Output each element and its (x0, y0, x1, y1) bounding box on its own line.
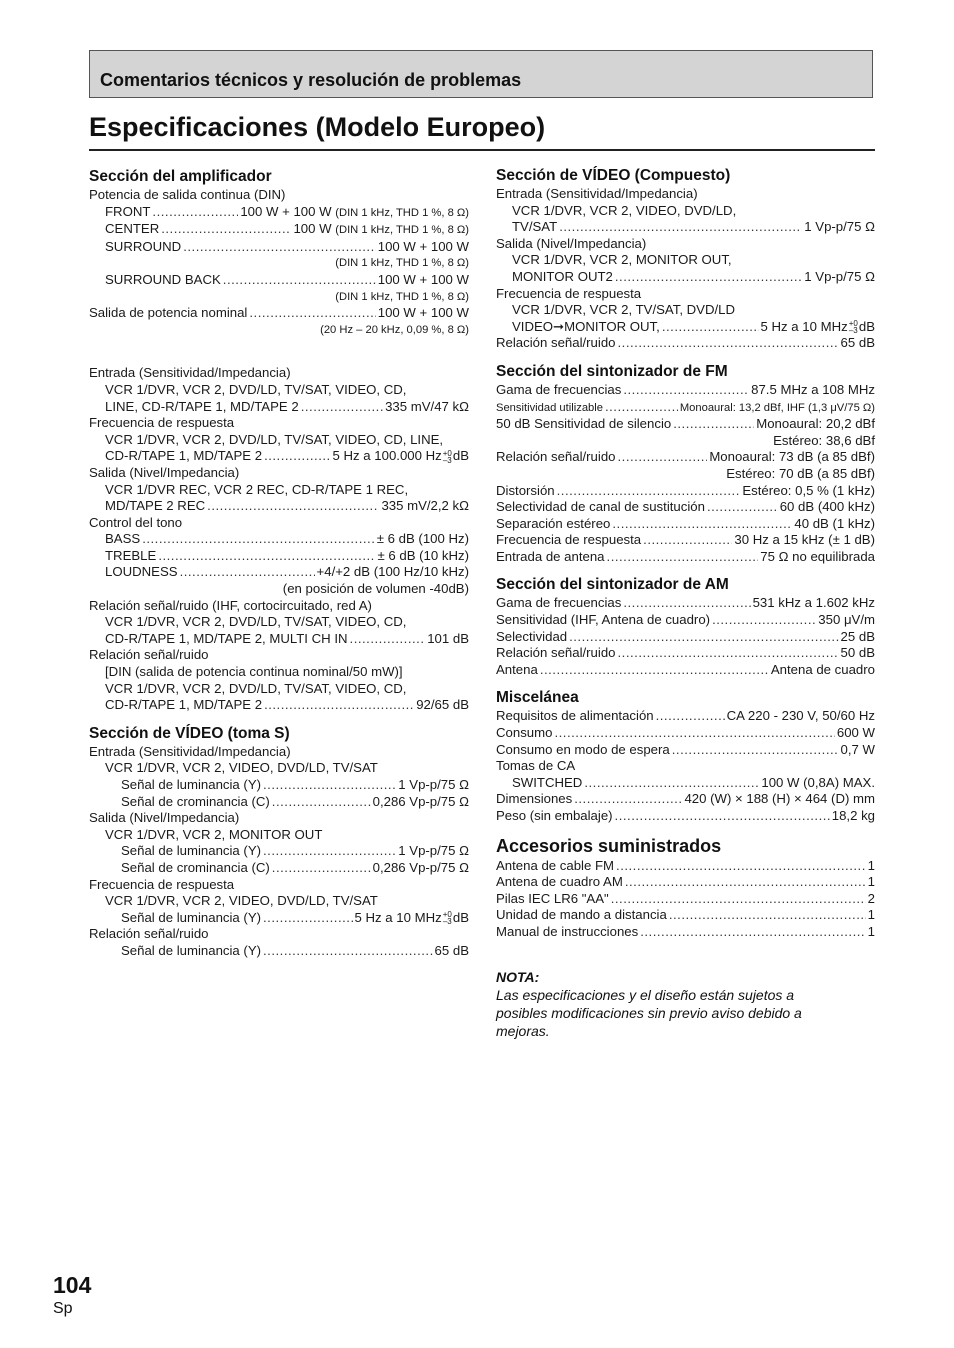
freq-sources: VCR 1/DVR, VCR 2, DVD/LD, TV/SAT, VIDEO, CD, LINE, (105, 431, 444, 447)
snr2-cond: [DIN (salida de potencia continua nominal/50 mW)] (105, 664, 403, 680)
spec-surround-back-cond: (DIN 1 kHz, THD 1 %, 8 Ω) (335, 290, 469, 303)
spec-bass: BASS ..... ± 6 dB (100 Hz) (89, 531, 469, 548)
spec-fm-dist: Distorsión ..... Estéreo: 0,5 % (1 kHz) (496, 483, 875, 500)
spec-output: MD/TAPE 2 REC ..... 335 mV/2,2 kΩ (89, 498, 469, 515)
am-heading: Sección del sintonizador de AM (496, 576, 729, 594)
spec-am-range: Gama de frecuencias ..... 531 kHz a 1.602 kHz (496, 595, 875, 612)
spec-fm-ant: Entrada de antena ..... 75 Ω no equilibrada (496, 549, 875, 566)
vc-output-label: Salida (Nivel/Impedancia) (496, 235, 647, 251)
tone-label: Control del tono (89, 514, 183, 530)
spec-freq: CD-R/TAPE 1, MD/TAPE 2 ..... 5 Hz a 100.000 Hz+0 –3dB (89, 448, 469, 465)
spec-fm-freq: Frecuencia de respuesta ..... 30 Hz a 15 kHz (± 1 dB) (496, 532, 875, 549)
language-code: Sp (53, 1300, 73, 1317)
spec-vc-snr: Relación señal/ruido ..... 65 dB (496, 335, 875, 352)
spec-snr2: CD-R/TAPE 1, MD/TAPE 2 ..... 92/65 dB (89, 697, 469, 714)
spec-vc-output: MONITOR OUT2 ..... 1 Vp-p/75 Ω (496, 269, 875, 286)
video-s-output-label: Salida (Nivel/Impedancia) (89, 810, 240, 826)
spec-fm-usable: Sensitividad utilizable ..... Monoaural: 13,2 dBf, IHF (1,3 μV/75 Ω) (496, 399, 875, 417)
spec-vc-input: TV/SAT ..... 1 Vp-p/75 Ω (496, 219, 875, 236)
section-banner (89, 50, 873, 98)
left-column (89, 166, 469, 960)
video-s-output-sources: VCR 1/DVR, VCR 2, MONITOR OUT (105, 826, 323, 842)
misc-outlet-label: Tomas de CA (496, 758, 576, 774)
right-column (496, 165, 875, 1040)
spec-fm-snr: Relación señal/ruido ..... Monoaural: 73 dB (a 85 dBf) (496, 449, 875, 466)
video-s-freq-label: Frecuencia de respuesta (89, 876, 235, 892)
freq-label: Frecuencia de respuesta (89, 415, 235, 431)
spec-am-sel: Selectividad ..... 25 dB (496, 629, 875, 646)
amplifier-heading: Sección del amplificador (89, 168, 272, 185)
list-item: Antena de cable FM ..... 1 (496, 858, 875, 875)
banner-title: Comentarios técnicos y resolución de problemas (100, 70, 522, 90)
spec-misc-power: Requisitos de alimentación ..... CA 220 - 230 V, 50/60 Hz (496, 708, 875, 725)
input-sources: VCR 1/DVR, VCR 2, DVD/LD, TV/SAT, VIDEO, CD, (105, 381, 407, 397)
spec-vs-lum: Señal de luminancia (Y) ..... 1 Vp-p/75 Ω (89, 777, 469, 794)
video-s-snr-label: Relación señal/ruido (89, 926, 209, 942)
fm-heading: Sección del sintonizador de FM (496, 362, 728, 380)
video-comp-heading: Sección de VÍDEO (Compuesto) (496, 167, 731, 184)
spec-vc-freq: VIDEO➞MONITOR OUT, ..... 5 Hz a 10 MHz+0 –3dB (496, 319, 875, 336)
spec-input: LINE, CD-R/TAPE 1, MD/TAPE 2 ..... 335 mV/47 kΩ (89, 399, 469, 416)
spec-misc-standby: Consumo en modo de espera ..... 0,7 W (496, 742, 875, 759)
video-s-freq-sources: VCR 1/DVR, VCR 2, VIDEO, DVD/LD, TV/SAT (105, 893, 378, 909)
spec-misc-weight: Peso (sin embalaje) ..... 18,2 kg (496, 808, 875, 825)
list-item: Unidad de mando a distancia ..... 1 (496, 907, 875, 924)
note-line: posibles modificaciones sin previo aviso debido a (496, 1004, 802, 1021)
note-line: Las especificaciones y el diseño están sujetos a (496, 986, 795, 1003)
video-s-input-sources: VCR 1/DVR, VCR 2, VIDEO, DVD/LD, TV/SAT (105, 760, 378, 776)
output-sources: VCR 1/DVR REC, VCR 2 REC, CD-R/TAPE 1 REC, (105, 481, 409, 497)
vc-freq-sources: VCR 1/DVR, VCR 2, TV/SAT, DVD/LD (512, 302, 736, 318)
vc-input-label: Entrada (Sensitividad/Impedancia) (496, 186, 698, 201)
input-label: Entrada (Sensitividad/Impedancia) (89, 365, 291, 381)
snr1-label: Relación señal/ruido (IHF, cortocircuitado, red A) (89, 597, 372, 613)
accessories-heading: Accesorios suministrados (496, 835, 722, 856)
spec-front: FRONT ..... 100 W + 100 W (DIN 1 kHz, THD 1 %, 8 Ω) (89, 204, 469, 222)
vc-freq-label: Frecuencia de respuesta (496, 285, 642, 301)
spec-vs-chrom: Señal de crominancia (C) ..... 0,286 Vp-p/75 Ω (89, 794, 469, 811)
power-label: Potencia de salida continua (DIN) (89, 187, 286, 202)
spec-vs-out-lum: Señal de luminancia (Y) ..... 1 Vp-p/75 Ω (89, 843, 469, 860)
vc-output-sources: VCR 1/DVR, VCR 2, MONITOR OUT, (512, 252, 732, 268)
note (496, 968, 875, 1040)
snr2-sources: VCR 1/DVR, VCR 2, DVD/LD, TV/SAT, VIDEO, CD, (105, 680, 407, 696)
spec-am-sens: Sensitividad (IHF, Antena de cuadro) ..... 350 μV/m (496, 612, 875, 629)
spec-am-ant: Antena ..... Antena de cuadro (496, 662, 875, 679)
page-title: Especificaciones (Modelo Europeo) (89, 112, 546, 142)
spec-rated: Salida de potencia nominal ..... 100 W + 100 W (89, 305, 469, 322)
spec-vs-freq: Señal de luminancia (Y) ..... 5 Hz a 10 MHz+0 –3dB (89, 910, 469, 927)
note-label: NOTA: (496, 968, 540, 985)
spec-treble: TREBLE ..... ± 6 dB (10 kHz) (89, 548, 469, 565)
list-item: Pilas IEC LR6 "AA" ..... 2 (496, 891, 875, 908)
spec-snr1: CD-R/TAPE 1, MD/TAPE 2, MULTI CH IN ..... 101 dB (89, 631, 469, 648)
fm-snr-stereo: Estéreo: 70 dB (a 85 dBf) (726, 465, 875, 481)
misc-heading: Miscelánea (496, 689, 579, 707)
spec-surround-cond: (DIN 1 kHz, THD 1 %, 8 Ω) (335, 257, 469, 270)
spec-misc-dim: Dimensiones ..... 420 (W) × 188 (H) × 464 (D) mm (496, 791, 875, 808)
output-label: Salida (Nivel/Impedancia) (89, 464, 240, 480)
video-s-input-label: Entrada (Sensitividad/Impedancia) (89, 743, 291, 759)
spec-vs-out-chrom: Señal de crominancia (C) ..... 0,286 Vp-p/75 Ω (89, 860, 469, 877)
title-rule (89, 149, 875, 151)
snr2-label: Relación señal/ruido (89, 647, 209, 663)
spec-fm-range: Gama de frecuencias ..... 87.5 MHz a 108 MHz (496, 382, 875, 399)
fm-quiet-stereo: Estéreo: 38,6 dBf (773, 432, 875, 448)
spec-center: CENTER ..... 100 W (DIN 1 kHz, THD 1 %, 8 Ω) (89, 221, 469, 239)
spec-rated-cond: (20 Hz – 20 kHz, 0,09 %, 8 Ω) (320, 323, 469, 336)
vc-input-sources: VCR 1/DVR, VCR 2, VIDEO, DVD/LD, (512, 202, 737, 218)
spec-loudness: LOUDNESS ..... +4/+2 dB (100 Hz/10 kHz) (89, 564, 469, 581)
page-number: 104 (53, 1272, 92, 1298)
spec-fm-quiet: 50 dB Sensitividad de silencio ..... Monoaural: 20,2 dBf (496, 416, 875, 433)
spec-misc-cons: Consumo ..... 600 W (496, 725, 875, 742)
loudness-cond: (en posición de volumen -40dB) (282, 581, 469, 597)
list-item: Antena de cuadro AM ..... 1 (496, 874, 875, 891)
spec-fm-sep: Separación estéreo ..... 40 dB (1 kHz) (496, 516, 875, 533)
note-line: mejoras. (496, 1022, 550, 1039)
spec-am-snr: Relación señal/ruido ..... 50 dB (496, 645, 875, 662)
list-item: Manual de instrucciones ..... 1 (496, 924, 875, 941)
snr1-sources: VCR 1/DVR, VCR 2, DVD/LD, TV/SAT, VIDEO, CD, (105, 614, 407, 630)
spec-surround-back: SURROUND BACK ..... 100 W + 100 W (89, 272, 469, 289)
video-s-heading: Sección de VÍDEO (toma S) (89, 724, 290, 742)
spec-surround: SURROUND ..... 100 W + 100 W (89, 239, 469, 256)
spec-fm-alt: Selectividad de canal de sustitución ..... 60 dB (400 kHz) (496, 499, 875, 516)
spec-vs-snr: Señal de luminancia (Y) ..... 65 dB (89, 943, 469, 960)
spec-misc-switched: SWITCHED ..... 100 W (0,8A) MAX. (496, 775, 875, 792)
